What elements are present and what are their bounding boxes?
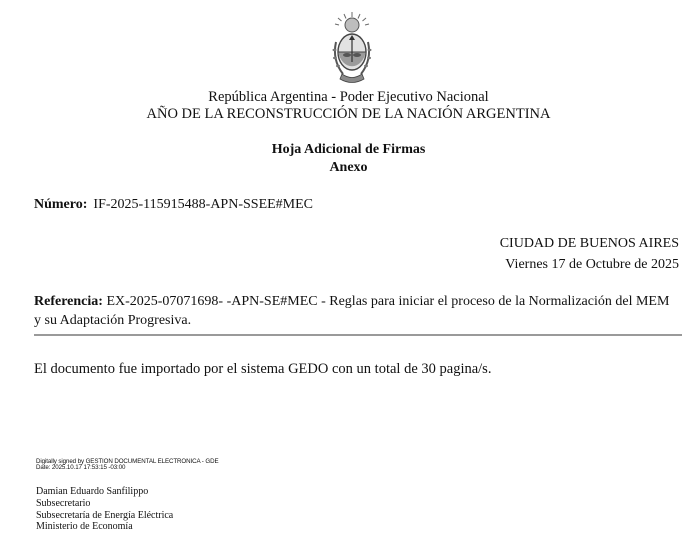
document-title: Hoja Adicional de Firmas xyxy=(271,142,426,157)
coat-of-arms-icon xyxy=(330,10,374,90)
header-line-2: AÑO DE LA RECONSTRUCCIÓN DE LA NACIÓN ARGENTINA xyxy=(146,106,551,122)
reference-text: EX-2025-07071698- -APN-SE#MEC - Reglas para iniciar el proceso de la Normalización del MEM y su Adaptación Progresiva. xyxy=(34,294,670,328)
document-subtitle: Anexo xyxy=(329,160,368,175)
reference xyxy=(34,292,679,330)
digital-signature-line: Digitally signed by GESTION DOCUMENTAL ELECTRONICA - GDE xyxy=(36,458,219,465)
header-line-1: República Argentina - Poder Ejecutivo Nacional xyxy=(208,89,489,105)
document-date: Viernes 17 de Octubre de 2025 xyxy=(505,257,679,272)
document-number xyxy=(34,197,313,213)
body-text: El documento fue importado por el sistema GEDO con un total de 30 pagina/s. xyxy=(34,361,492,377)
reference-label: Referencia: xyxy=(34,294,103,309)
digital-signature-date: Date: 2025.10.17 17:53:15 -03:00 xyxy=(36,464,126,471)
signer-office: Subsecretaría de Energía Eléctrica xyxy=(36,510,174,521)
signer-role: Subsecretario xyxy=(36,498,91,509)
signer-name: Damian Eduardo Sanfilippo xyxy=(36,486,149,497)
signer-ministry: Ministerio de Economía xyxy=(36,521,133,532)
document-number-label: Número: xyxy=(34,197,88,212)
document-number-value: IF-2025-115915488-APN-SSEE#MEC xyxy=(93,197,314,212)
divider xyxy=(34,334,682,336)
city: CIUDAD DE BUENOS AIRES xyxy=(499,236,679,251)
